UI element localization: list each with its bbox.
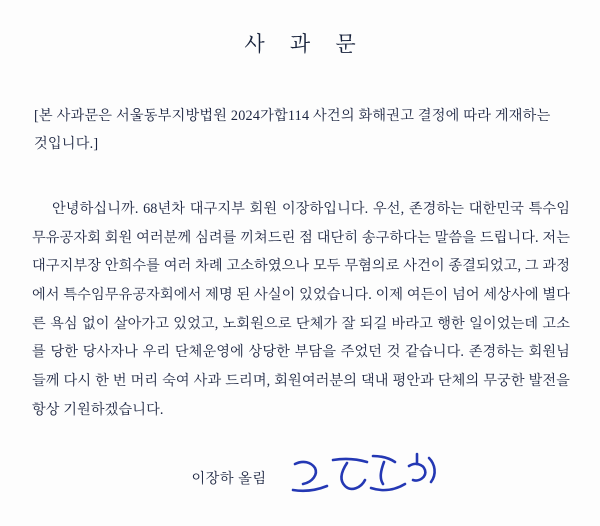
signature-stroke-icon bbox=[289, 450, 439, 498]
apology-body-text: 안녕하십니까. 68년차 대구지부 회원 이장하입니다. 우선, 존경하는 대한민국 특수임무유공자회 회원 여러분께 심려를 끼쳐드린 점 대단히 송구하다는 말씀을 드립니다. 저는 대구지부장 안희수를 여러 차례 고소하였으나 모두 무혐의로 사건이 종결되었고, 그 과정에서 특수임무유공자회에서 제명 된 사실이 있었습니다. 이제 여든이 넘어 세상사에 별다른 욕심 없이 살아가고 있었고, 노회원으로 단체가 잘 되길 바라고 행한 일이었는데 고소를 당한 당사자나 우리 단체운영에 상당한 부담을 주었던 것 같습니다. 존경하는 회원님들께 다시 한 번 머리 숙여 사과 드리며, 회원여러분의 댁내 평안과 단체의 무궁한 발전을 항상 기원하겠습니다. bbox=[32, 200, 570, 418]
handwritten-signature bbox=[289, 450, 439, 498]
signature-row bbox=[0, 450, 600, 498]
signer-name: 이장하 올림 bbox=[191, 471, 267, 488]
court-notice-paragraph: [본 사과문은 서울동부지방법원 2024가합114 사건의 화해권고 결정에 따라 게재하는 것입니다.] bbox=[34, 108, 551, 153]
apology-body bbox=[0, 195, 600, 425]
document-title: 사 과 문 bbox=[244, 32, 366, 56]
